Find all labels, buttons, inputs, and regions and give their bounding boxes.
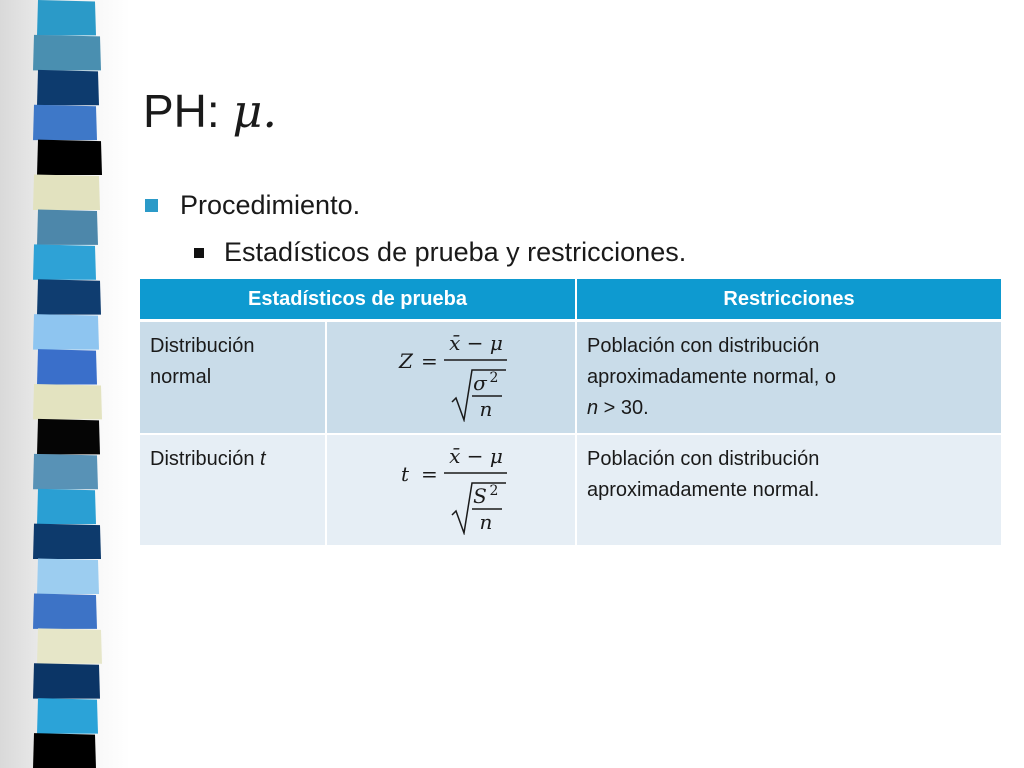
stripe-segment (33, 314, 99, 349)
formula-variance-symbol: σ (473, 371, 487, 395)
restriction-line-1: Población con distribución (587, 448, 820, 470)
formula-denominator: n (479, 397, 493, 421)
z-statistic-formula (376, 326, 526, 422)
header-restricciones: Restricciones (576, 279, 1002, 321)
stripe-segment (33, 663, 100, 698)
statistics-table (140, 279, 1003, 547)
stripe-segment (37, 209, 98, 244)
stripe-segment (33, 35, 101, 70)
cell-distribution-name (140, 434, 326, 546)
title-mu-symbol: μ. (232, 84, 277, 138)
stripe-segment (33, 524, 101, 559)
restriction-line-2: aproximadamente normal, o (587, 366, 837, 388)
stripe-segment (37, 70, 99, 105)
formula-numerator: x̄ − μ (449, 331, 503, 355)
stripe-segment (33, 384, 102, 419)
cell-restriction-normal (576, 321, 1002, 435)
cell-restriction-t (576, 434, 1002, 546)
restriction-line-2: aproximadamente normal. (587, 479, 820, 501)
stripe-segment (33, 593, 97, 628)
cell-formula-t (326, 434, 576, 546)
distribution-name-variable: t (260, 448, 266, 470)
stripe-segment (37, 140, 102, 175)
decorative-stripe-band (0, 0, 130, 768)
bullet-text: Procedimiento. (180, 190, 361, 220)
table-row-normal (140, 321, 1002, 435)
t-statistic-formula (376, 439, 526, 535)
cell-formula-z (326, 321, 576, 435)
formula-exponent: 2 (489, 483, 499, 499)
stripe-segment (33, 244, 96, 279)
stripe-segment (33, 105, 97, 140)
formula-variance-symbol: S (473, 484, 487, 508)
table-header-row (140, 279, 1002, 321)
distribution-name-prefix: Distribución (150, 448, 261, 470)
stripe-segment (37, 698, 98, 733)
bullet-procedimiento (143, 190, 360, 221)
cell-distribution-name: Distribución normal (140, 321, 326, 435)
formula-equals: = (421, 349, 438, 373)
sub-bullet-estadisticos (194, 237, 686, 268)
sub-bullet-square-icon (194, 248, 204, 258)
sub-bullet-text: Estadísticos de prueba y restricciones. (224, 237, 687, 267)
formula-exponent: 2 (489, 370, 499, 386)
stripe-segment (37, 559, 99, 594)
formula-denominator: n (479, 510, 493, 534)
header-estadisticos: Estadísticos de prueba (140, 279, 576, 321)
formula-lhs: t (401, 462, 410, 486)
stripe-segment (37, 419, 100, 454)
stripe-segment (37, 349, 97, 384)
restriction-tail: > 30. (598, 397, 649, 419)
stripe-segment (37, 489, 96, 524)
table-row-t (140, 434, 1002, 546)
formula-lhs: Z (399, 349, 413, 373)
stripe-segment (37, 279, 101, 314)
stripe-segment (37, 628, 102, 663)
formula-numerator: x̄ − μ (449, 444, 503, 468)
restriction-n-variable: n (587, 397, 599, 419)
slide-title (143, 86, 277, 137)
bullet-square-icon (145, 199, 158, 212)
stripe-segment (33, 175, 100, 210)
stripe-segment (33, 733, 96, 768)
stripe-segment (37, 0, 96, 35)
stripe-segment (33, 454, 98, 489)
restriction-line-1: Población con distribución (587, 335, 820, 357)
title-text: PH: (143, 85, 233, 137)
formula-equals: = (421, 462, 438, 486)
